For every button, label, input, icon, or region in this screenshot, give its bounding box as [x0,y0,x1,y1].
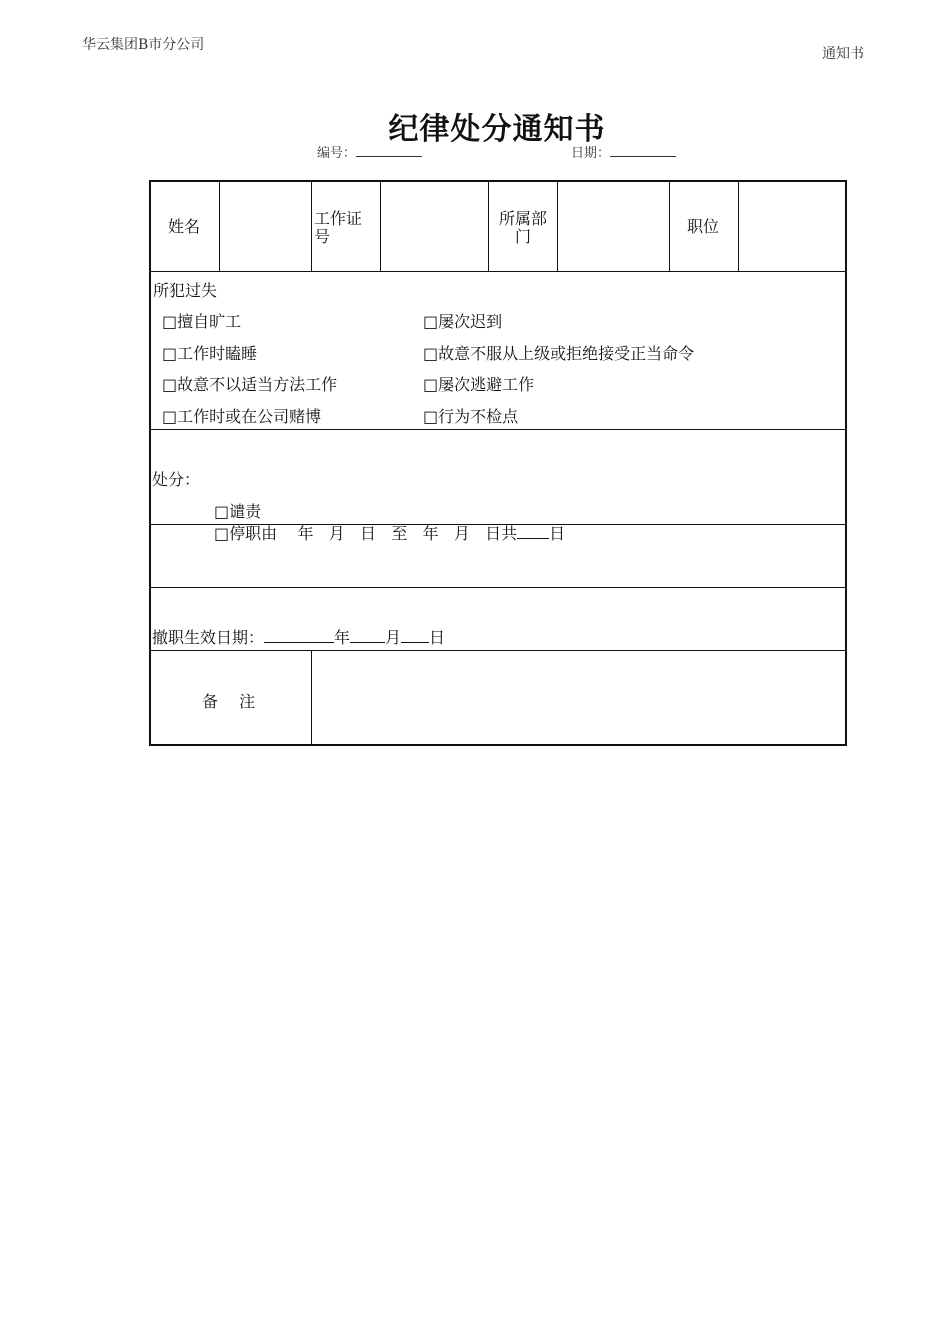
offense-checkbox-absence[interactable]: □擅自旷工 [162,312,242,331]
col-divider [219,182,220,271]
name-label: 姓名 [168,217,201,236]
col-divider [311,182,312,271]
date-label: 日期： [571,146,611,161]
suspension-days-unit: 日 [549,524,566,543]
suspension-from-month: 月 [328,524,345,543]
row-divider [151,587,845,588]
dismissal-month-unit: 月 [385,628,402,647]
department-label-line2: 门 [514,227,531,246]
suspension-total-label: 日共 [485,524,518,543]
offense-checkbox-gambling[interactable]: □工作时或在公司赌博 [162,407,322,426]
remarks-field[interactable] [312,651,844,743]
dismissal-label: 撤职生效日期： [152,628,265,647]
date-field [571,142,676,161]
number-field [317,142,422,161]
dismissal-year-unit: 年 [334,628,351,647]
form-table [149,180,847,746]
col-divider [738,182,739,271]
suspension-to-month: 月 [453,524,470,543]
remarks-label: 备 注 [202,692,256,711]
suspension-from-day: 日 [360,524,377,543]
document-type: 通知书 [822,46,864,62]
position-label: 职位 [687,217,720,236]
suspension-to: 至 [391,524,408,543]
penalty-suspension-line [214,521,565,544]
suspension-from-year: 年 [297,524,314,543]
work-id-label [314,210,362,246]
penalty-checkbox-suspension[interactable]: □停职由 [214,524,278,543]
col-divider [557,182,558,271]
col-divider [669,182,670,271]
number-label: 编号： [317,146,357,161]
penalty-label: 处分： [152,470,201,489]
suspension-days-blank[interactable] [517,524,549,539]
company-name: 华云集团B市分公司 [82,37,205,53]
date-blank[interactable] [610,144,676,157]
col-divider [380,182,381,271]
page-title: 纪律处分通知书 [388,112,606,147]
dismissal-day-unit: 日 [429,628,446,647]
department-label [489,210,557,246]
number-blank[interactable] [356,144,422,157]
offense-checkbox-evading-work[interactable]: □屡次逃避工作 [423,375,535,394]
dismissal-date-line [152,625,445,648]
suspension-to-year: 年 [422,524,439,543]
dismissal-month-blank[interactable] [350,628,385,643]
dismissal-year-blank[interactable] [264,628,334,643]
row-divider [151,429,845,430]
row-divider [151,271,845,272]
offenses-label: 所犯过失 [153,281,218,300]
offense-checkbox-misconduct[interactable]: □行为不检点 [423,407,519,426]
offense-checkbox-improper-work[interactable]: □故意不以适当方法工作 [162,375,338,394]
offense-checkbox-late[interactable]: □屡次迟到 [423,312,503,331]
work-id-label-line1: 工作证 [314,209,363,228]
dismissal-day-blank[interactable] [401,628,429,643]
work-id-label-line2: 号 [314,227,331,246]
offense-checkbox-insubordination[interactable]: □故意不服从上级或拒绝接受正当命令 [423,344,695,363]
offense-checkbox-sleeping[interactable]: □工作时瞌睡 [162,344,258,363]
department-label-line1: 所属部 [498,209,547,228]
penalty-checkbox-reprimand[interactable]: □谴责 [214,502,262,521]
